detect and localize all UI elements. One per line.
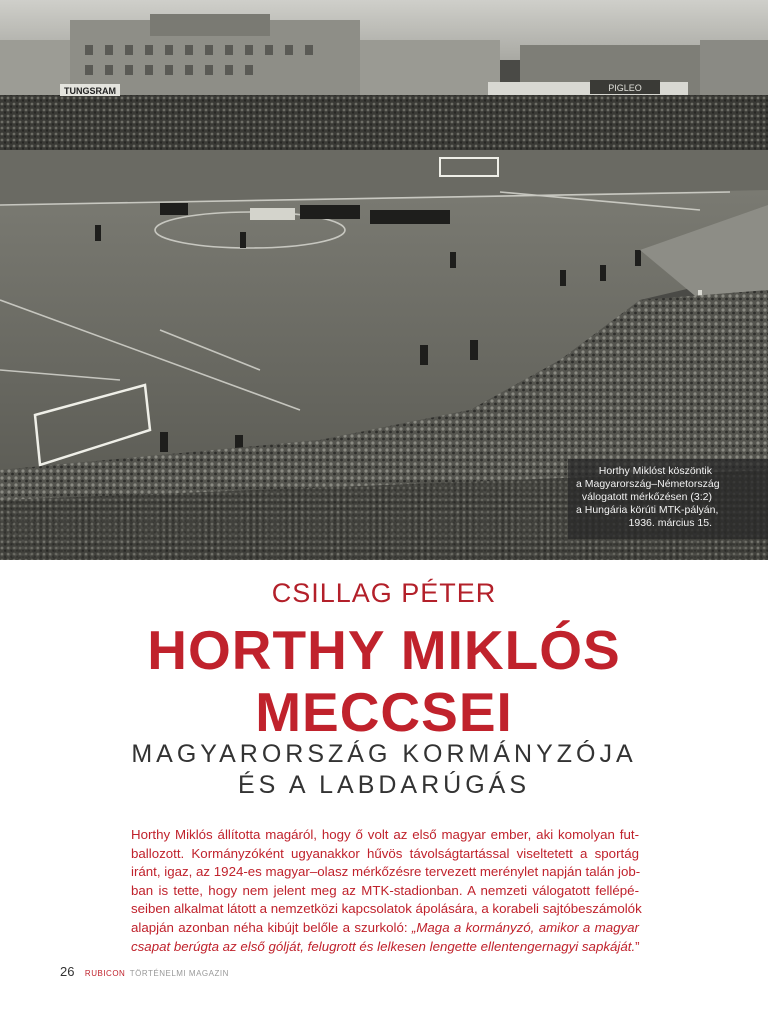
lead-text: alapján azonban néha kibújt belőle a szurkoló:: [131, 919, 412, 935]
magazine-brand: RUBICON: [84, 969, 126, 978]
caption-line: a Hungária körúti MTK-pályán,: [576, 504, 719, 516]
article-lead: [131, 826, 642, 956]
lead-line: seiben alkalmat látott a nemzetközi kapcsolatok ápolására, a korabeli sajtóbeszámolók: [131, 901, 642, 917]
caption-line: válogatott mérkőzésen (3:2): [581, 491, 712, 503]
lead-line: Horthy Miklós állította magáról, hogy ő volt az első magyar ember, aki komolyan fut-: [131, 827, 639, 842]
page-number: 26: [60, 964, 75, 979]
lead-line: [131, 919, 639, 938]
photo-caption: [568, 459, 768, 539]
pigleo-sign: PIGLEO: [608, 83, 642, 93]
caption-line: a Magyarország–Németország: [576, 478, 720, 490]
lead-line: iránt, igaz, az 1924-es magyar–olasz mérkőzésre tervezett merénylet napján talán job-: [131, 864, 641, 880]
article-subtitle-line1: MAGYARORSZÁG KORMÁNYZÓJA: [131, 740, 637, 768]
caption-line: 1936. március 15.: [628, 517, 712, 529]
author-name: CSILLAG PÉTER: [271, 578, 497, 608]
article-title-line1: HORTHY MIKLÓS: [147, 619, 621, 681]
tungsram-sign: TUNGSRAM: [64, 86, 116, 96]
article-subtitle-line2: ÉS A LABDARÚGÁS: [237, 771, 531, 799]
lead-line: ballozott. Kormányzóként ugyanakkor hűvös távolságtartással viseltetett a sportág: [131, 845, 639, 861]
lead-quote: csapat berúgta az első gólját, felugrott és lelkesen lengette ellentengernagyi sapkáját.: [131, 938, 636, 954]
lead-line: ban is tette, hogy nem jelent meg az MTK-stadionban. A nemzeti válogatott fellépé-: [131, 882, 639, 898]
page-footer: [60, 963, 229, 981]
magazine-name: TÖRTÉNELMI MAGAZIN: [129, 969, 229, 978]
lead-quote-close: ”: [635, 938, 640, 954]
lead-quote: „Maga a kormányzó, amikor a magyar: [411, 919, 639, 935]
article-title-line2: MECCSEI: [255, 681, 513, 743]
lead-line: [131, 938, 639, 957]
caption-line: Horthy Miklóst köszöntik: [598, 465, 712, 477]
